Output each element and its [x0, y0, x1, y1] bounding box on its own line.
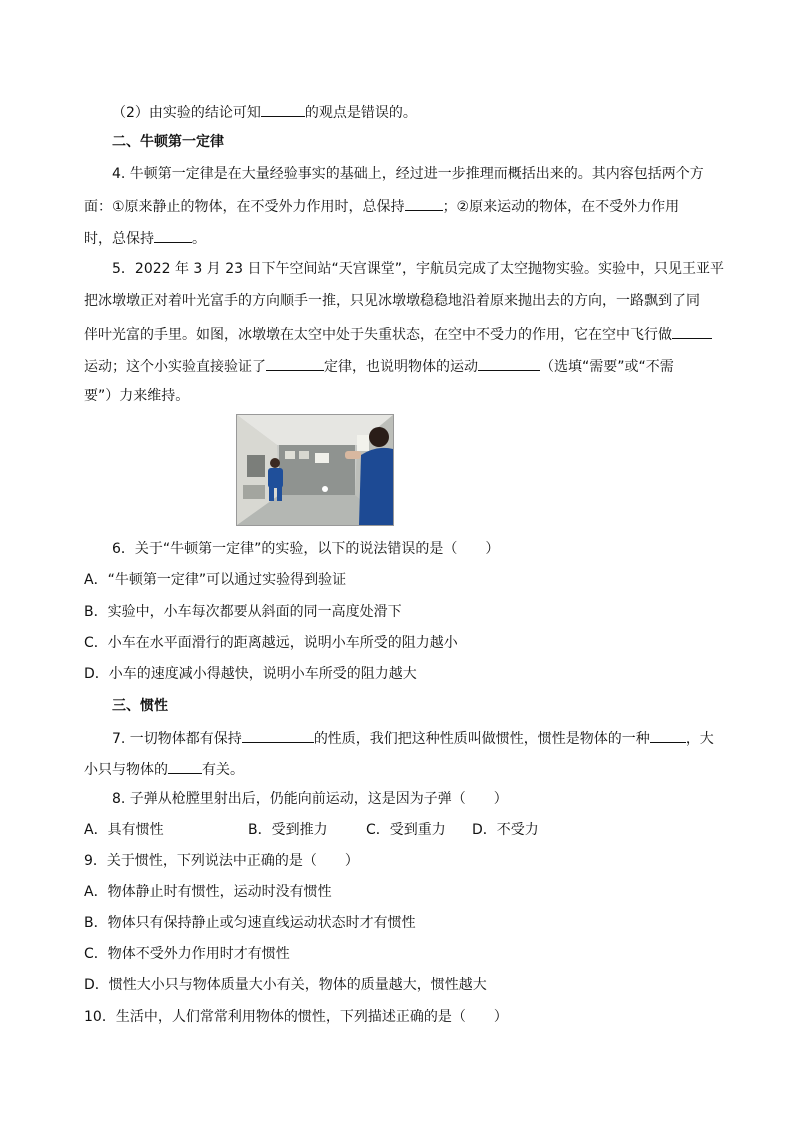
q5-text-a: 伴叶光富的手里。如图，冰墩墩在太空中处于失重状态，在空中不受力的作用，它在空中飞行做 — [84, 327, 672, 343]
q7-text-b: 的性质，我们把这种性质叫做惯性，惯性是物体的一种 — [313, 731, 650, 747]
q8-option-a[interactable]: A．具有惯性 — [84, 822, 164, 838]
answer-blank[interactable] — [650, 727, 686, 743]
answer-blank[interactable] — [405, 195, 443, 211]
answer-blank[interactable] — [672, 323, 712, 339]
q4-text-d: 。 — [192, 231, 206, 247]
q5-text-b: 运动；这个小实验直接验证了 — [84, 359, 266, 375]
q3-part2-text-b: 的观点是错误的。 — [304, 105, 417, 121]
answer-blank[interactable] — [478, 355, 540, 371]
section-heading-2: 二、牛顿第一定律 — [112, 134, 224, 150]
q8-option-c[interactable]: C．受到重力 — [366, 822, 446, 838]
q9-option-b[interactable]: B．物体只有保持静止或匀速直线运动状态时才有惯性 — [84, 915, 416, 931]
q5-line-5: 要”）力来维持。 — [84, 388, 190, 404]
q8-option-d[interactable]: D．不受力 — [472, 822, 539, 838]
q5-line-2: 把冰墩墩正对着叶光富手的方向顺手一推，只见冰墩墩稳稳地沿着原来抛出去的方向，一路飘到了同 — [84, 293, 700, 309]
q9-stem: 9．关于惯性，下列说法中正确的是（ ） — [84, 853, 359, 869]
q5-text-d: （选填“需要”或“不需 — [540, 359, 674, 375]
q5-line-4 — [84, 355, 724, 377]
q4-text-c: 时，总保持 — [84, 231, 154, 247]
q6-option-d[interactable]: D．小车的速度减小得越快，说明小车所受的阻力越大 — [84, 666, 417, 682]
q9-option-a[interactable]: A．物体静止时有惯性，运动时没有惯性 — [84, 884, 332, 900]
q8-stem: 8. 子弹从枪膛里射出后，仍能向前运动，这是因为子弹（ ） — [112, 791, 508, 807]
section-heading-3: 三、惯性 — [112, 698, 168, 714]
q7-text-c: ，大 — [685, 731, 714, 747]
astronaut-photo — [236, 414, 394, 526]
q5-text-c: 定律，也说明物体的运动 — [324, 359, 478, 375]
q5-line-3 — [84, 323, 724, 345]
answer-blank[interactable] — [242, 727, 314, 743]
q4-line-3 — [84, 227, 724, 249]
q4-text-a: 面：①原来静止的物体，在不受外力作用时，总保持 — [84, 199, 405, 215]
answer-blank[interactable] — [261, 101, 305, 117]
q7-line-1 — [112, 727, 752, 749]
q4-line-2 — [84, 195, 724, 217]
q7-text-a: 7. 一切物体都有保持 — [112, 731, 242, 747]
q7-text-e: 有关。 — [202, 762, 244, 778]
q6-option-c[interactable]: C．小车在水平面滑行的距离越远，说明小车所受的阻力越小 — [84, 635, 458, 651]
q3-part2 — [112, 101, 752, 123]
q7-text-d: 小只与物体的 — [84, 762, 168, 778]
q9-option-d[interactable]: D．惯性大小只与物体质量大小有关，物体的质量越大，惯性越大 — [84, 977, 487, 993]
answer-blank[interactable] — [266, 355, 324, 371]
answer-blank[interactable] — [154, 227, 192, 243]
q7-line-2 — [84, 758, 724, 780]
q4-text-b: ；②原来运动的物体，在不受外力作用 — [442, 199, 680, 215]
answer-blank[interactable] — [168, 758, 202, 774]
q9-option-c[interactable]: C．物体不受外力作用时才有惯性 — [84, 946, 290, 962]
q8-option-b[interactable]: B．受到推力 — [248, 822, 328, 838]
q3-part2-text-a: （2）由实验的结论可知 — [112, 105, 261, 121]
q6-stem: 6．关于“牛顿第一定律”的实验，以下的说法错误的是（ ） — [112, 541, 500, 557]
q10-stem: 10．生活中，人们常常利用物体的惯性，下列描述正确的是（ ） — [84, 1009, 508, 1025]
space-station-image — [237, 415, 393, 525]
q6-option-b[interactable]: B．实验中，小车每次都要从斜面的同一高度处滑下 — [84, 604, 402, 620]
q5-line-1: 5．2022 年 3 月 23 日下午空间站“天宫课堂”，宇航员完成了太空抛物实验。实验中，只见王亚平 — [112, 261, 725, 277]
q6-option-a[interactable]: A．“牛顿第一定律”可以通过实验得到验证 — [84, 572, 347, 588]
q4-line-1: 4. 牛顿第一定律是在大量经验事实的基础上，经过进一步推理而概括出来的。其内容包括两个方 — [112, 166, 704, 182]
